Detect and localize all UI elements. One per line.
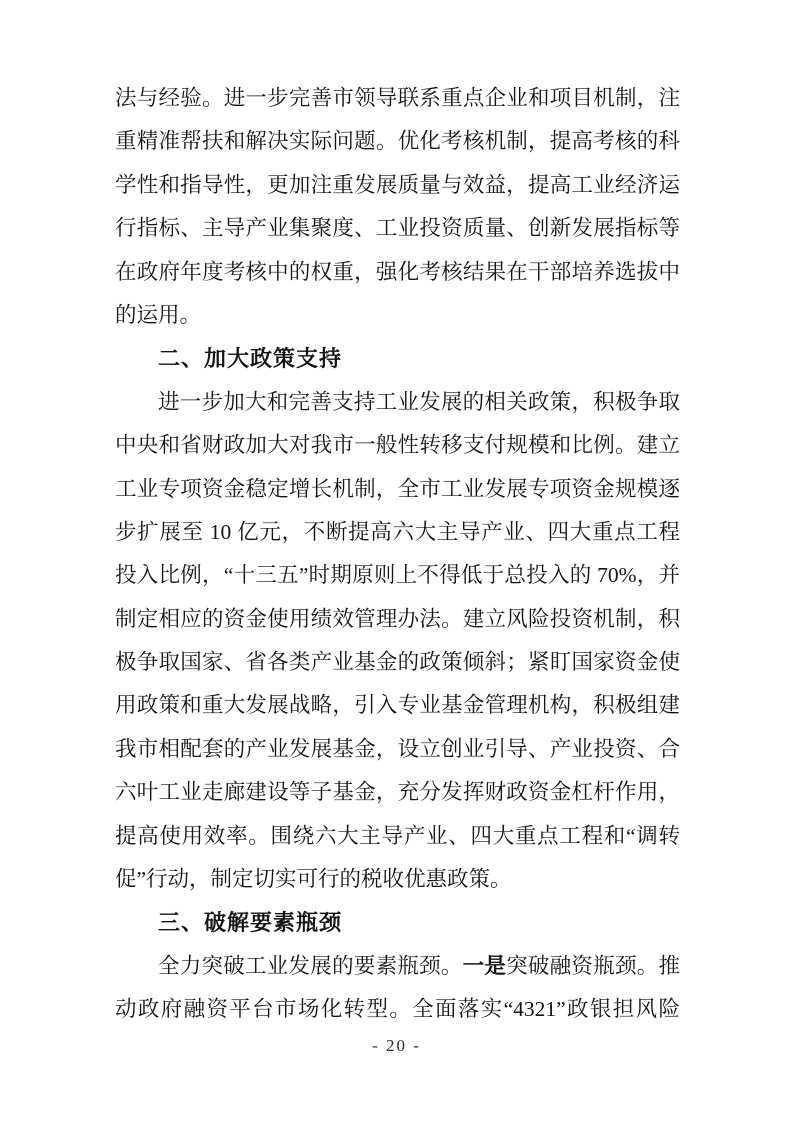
paragraph-line: 极争取国家、省各类产业基金的政策倾斜；紧盯国家资金使 (115, 650, 680, 675)
paragraph-line: 投入比例，“十三五”时期原则上不得低于总投入的 70%，并 (115, 563, 680, 588)
paragraph-line: 动政府融资平台市场化转型。全面落实“4321”政银担风险 (115, 997, 680, 1022)
paragraph-line: 学性和指导性，更加注重发展质量与效益，提高工业经济运 (115, 172, 680, 197)
paragraph-line: 用政策和重大发展战略，引入专业基金管理机构，积极组建 (115, 693, 680, 718)
paragraph-line (115, 945, 680, 988)
bold-emphasis-text: 一是 (462, 953, 507, 978)
paragraph-line: 提高使用效率。围绕六大主导产业、四大重点工程和“调转 (115, 823, 680, 848)
page-number: - 20 - (372, 1036, 421, 1055)
section-heading-factor-bottlenecks: 三、破解要素瓶颈 (158, 910, 343, 936)
paragraph-line: 六叶工业走廊建设等子基金，充分发挥财政资金杠杆作用， (115, 780, 680, 805)
document-body (115, 77, 680, 1032)
paragraph-line: 重精准帮扶和解决实际问题。优化考核机制，提高考核的科 (115, 129, 680, 154)
paragraph-line: 工业专项资金稳定增长机制，全市工业发展专项资金规模逐 (115, 476, 680, 501)
paragraph-text: 全力突破工业发展的要素瓶颈。 (158, 953, 463, 978)
paragraph-line: 促”行动，制定切实可行的税收优惠政策。 (115, 867, 512, 892)
page-footer (0, 1034, 793, 1058)
section-heading-policy-support: 二、加大政策支持 (158, 346, 343, 372)
paragraph-line: 步扩展至 10 亿元，不断提高六大主导产业、四大重点工程 (115, 519, 680, 544)
paragraph-line: 法与经验。进一步完善市领导联系重点企业和项目机制，注 (115, 86, 680, 110)
paragraph-text: 突破融资瓶颈。推 (506, 953, 680, 978)
paragraph-line: 我市相配套的产业发展基金，设立创业引导、产业投资、合 (115, 736, 680, 761)
paragraph-line: 制定相应的资金使用绩效管理办法。建立风险投资机制，积 (115, 606, 680, 631)
paragraph-line: 在政府年度考核中的权重，强化考核结果在干部培养选拔中 (115, 259, 680, 284)
paragraph-line: 行指标、主导产业集聚度、工业投资质量、创新发展指标等 (115, 216, 680, 241)
paragraph-line: 的运用。 (115, 302, 202, 327)
paragraph-line: 中央和省财政加大对我市一般性转移支付规模和比例。建立 (115, 433, 680, 458)
paragraph-line: 进一步加大和完善支持工业发展的相关政策，积极争取 (158, 389, 680, 414)
